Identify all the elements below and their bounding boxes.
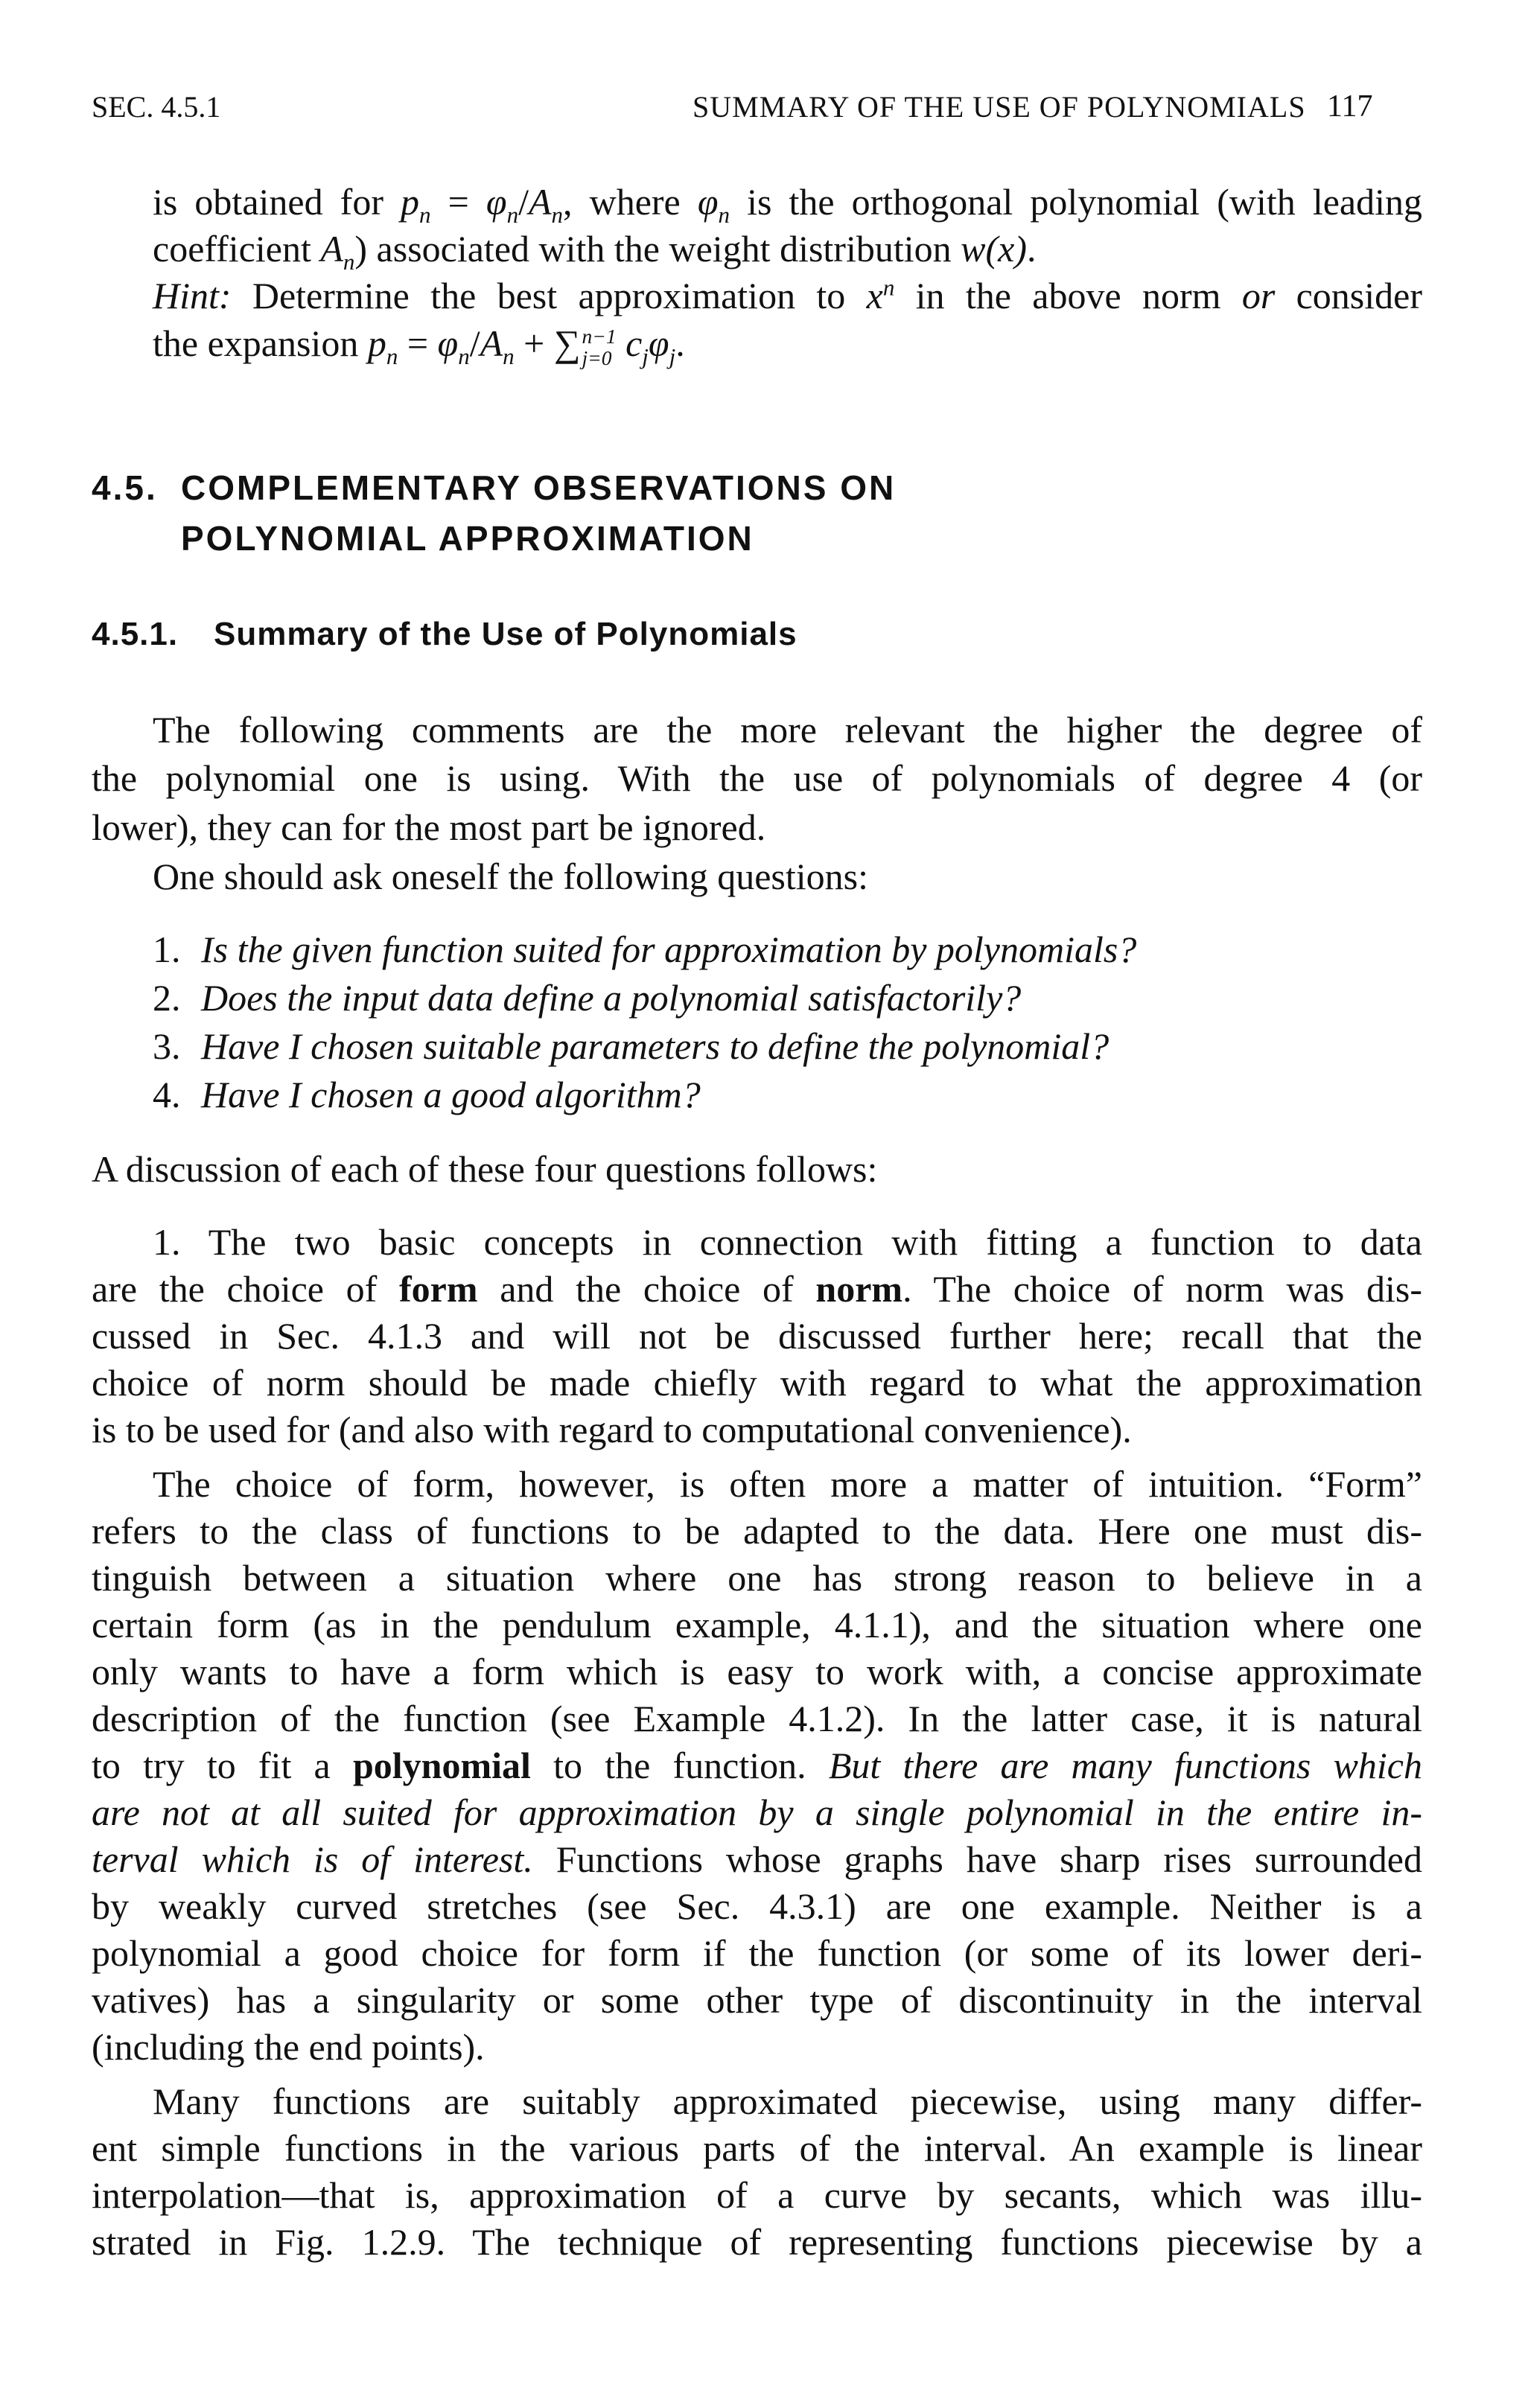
section-title-line-2: POLYNOMIAL APPROXIMATION bbox=[181, 519, 754, 558]
question-number: 3. bbox=[153, 1025, 181, 1067]
exercise-line-3: Hint: Determine the best approximation to $x^n$ in the above norm or consider bbox=[153, 274, 1423, 316]
discussion-intro: A discussion of each of these four questions follows: bbox=[92, 1148, 878, 1190]
question-text: Is the given function suited for approximation by polynomials? bbox=[201, 929, 1137, 970]
para2-line-5: only wants to have a form which is easy to work with, a concise approximate bbox=[92, 1651, 1422, 1692]
section-title-line-1: COMPLEMENTARY OBSERVATIONS ON bbox=[181, 468, 897, 507]
question-text: Does the input data define a polynomial satisfactorily? bbox=[201, 977, 1022, 1019]
subsection-title: Summary of the Use of Polynomials bbox=[214, 616, 797, 652]
intro-line-3: lower), they can for the most part be ignored. bbox=[92, 806, 766, 848]
question-text: Have I chosen a good algorithm? bbox=[201, 1074, 701, 1115]
para1-line-1: 1. The two basic concepts in connection with fitting a function to data bbox=[153, 1221, 1422, 1263]
para3-line-2: ent simple functions in the various parts of the interval. An example is linear bbox=[92, 2127, 1422, 2169]
para2-line-8: are not at all suited for approximation by a single polynomial in the entire in- bbox=[92, 1791, 1422, 1833]
para1-line-5: is to be used for (and also with regard to computational convenience). bbox=[92, 1409, 1132, 1450]
question-number: 1. bbox=[153, 929, 181, 970]
para3-line-4: strated in Fig. 1.2.9. The technique of representing functions piecewise by a bbox=[92, 2221, 1422, 2263]
subsection-number: 4.5.1. bbox=[92, 616, 179, 652]
running-header-section: SEC. 4.5.1 bbox=[92, 90, 221, 124]
para2-line-6: description of the function (see Example 4.1.2). In the latter case, it is natural bbox=[92, 1698, 1422, 1739]
para2-line-10: by weakly curved stretches (see Sec. 4.3.1) are one example. Neither is a bbox=[92, 1885, 1422, 1927]
exercise-line-2: coefficient $A_n$) associated with the weight distribution w(x). bbox=[153, 228, 1037, 275]
para1-line-2: are the choice of form and the choice of norm. The choice of norm was dis- bbox=[92, 1268, 1422, 1310]
para2-line-13: (including the end points). bbox=[92, 2026, 485, 2068]
para1-line-3: cussed in Sec. 4.1.3 and will not be discussed further here; recall that the bbox=[92, 1315, 1422, 1357]
question-number: 2. bbox=[153, 977, 181, 1019]
intro-line-2: the polynomial one is using. With the use of polynomials of degree 4 (or bbox=[92, 757, 1422, 799]
section-number: 4.5. bbox=[92, 468, 158, 507]
exercise-line-4: the expansion $p_n = \varphi_n/A_n$ + ∑ n−1 j=0 $c_j\varphi_j$. bbox=[153, 322, 685, 369]
question-text: Have I chosen suitable parameters to define the polynomial? bbox=[201, 1025, 1109, 1067]
para3-line-3: interpolation—that is, approximation of a curve by secants, which was illu- bbox=[92, 2174, 1422, 2216]
intro-line-4: One should ask oneself the following questions: bbox=[153, 856, 868, 897]
para2-line-1: The choice of form, however, is often more a matter of intuition. “Form” bbox=[153, 1463, 1422, 1505]
para2-line-7: to try to fit a polynomial to the function. But there are many functions which bbox=[92, 1745, 1422, 1786]
question-number: 4. bbox=[153, 1074, 181, 1115]
para2-line-3: tinguish between a situation where one has strong reason to believe in a bbox=[92, 1557, 1422, 1599]
para1-line-4: choice of norm should be made chiefly with regard to what the approximation bbox=[92, 1362, 1422, 1404]
running-header-title: SUMMARY OF THE USE OF POLYNOMIALS bbox=[693, 90, 1306, 124]
para2-line-9: terval which is of interest. Functions whose graphs have sharp rises surrounded bbox=[92, 1838, 1422, 1880]
para2-line-12: vatives) has a singularity or some other type of discontinuity in the interval bbox=[92, 1979, 1422, 2021]
para2-line-4: certain form (as in the pendulum example, 4.1.1), and the situation where one bbox=[92, 1604, 1422, 1646]
page-number: 117 bbox=[1327, 89, 1373, 124]
exercise-line-1: is obtained for $p_n = \varphi_n/A_n$, where $\varphi_n$ is the orthogonal polynomial (with leading bbox=[153, 181, 1422, 228]
para2-line-2: refers to the class of functions to be adapted to the data. Here one must dis- bbox=[92, 1510, 1422, 1552]
para3-line-1: Many functions are suitably approximated piecewise, using many differ- bbox=[153, 2080, 1422, 2122]
intro-line-1: The following comments are the more relevant the higher the degree of bbox=[153, 709, 1422, 751]
para2-line-11: polynomial a good choice for form if the function (or some of its lower deri- bbox=[92, 1932, 1422, 1974]
